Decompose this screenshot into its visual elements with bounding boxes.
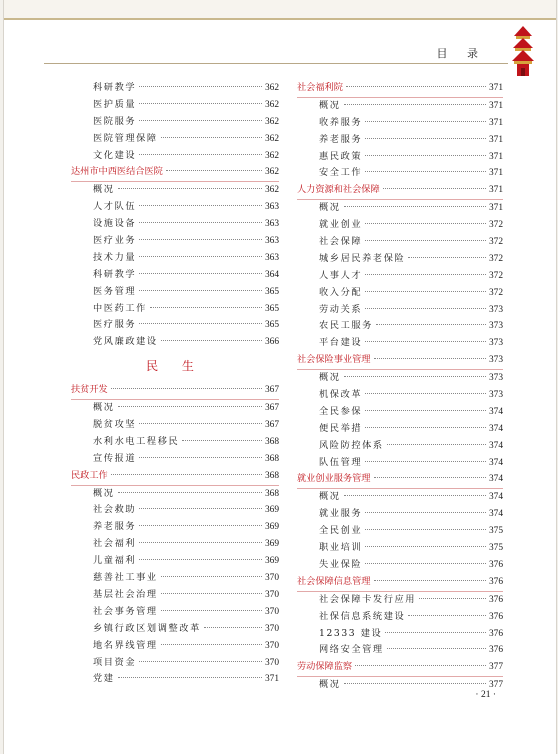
entry-page-number: 371 [488,203,503,214]
entry-title: 宣传报道 [93,452,137,464]
entry-title: 安全工作 [319,167,363,179]
entry-page-number: 368 [264,453,279,464]
entry-title: 人力资源和社会保障 [297,184,380,196]
dot-leader [139,508,262,509]
entry-page-number: 372 [488,270,503,281]
toc-left-column [71,80,279,688]
entry-page-number: 370 [264,573,279,584]
entry-title: 就业创业 [319,219,363,231]
entry-page-number: 376 [488,576,503,587]
dot-leader [111,388,262,389]
dot-leader [383,188,486,189]
dot-leader [365,393,486,394]
dot-leader [365,461,486,462]
page-number: · 21 · [475,690,496,700]
toc-entry[interactable] [71,553,279,570]
toc-entry[interactable] [71,334,279,351]
dot-leader [139,323,262,324]
toc-entry[interactable] [297,217,503,234]
entry-page-number: 363 [264,202,279,213]
entry-page-number: 375 [488,526,503,537]
toc-entry[interactable] [297,506,503,523]
dot-leader [139,222,262,223]
entry-title: 惠民政策 [319,150,363,162]
entry-page-number: 374 [488,492,503,503]
toc-entry[interactable] [297,677,503,694]
book-page [3,0,557,754]
entry-title: 便民举措 [319,422,363,434]
entry-page-number: 374 [488,440,503,451]
entry-page-number: 376 [488,611,503,622]
toc-entry[interactable] [297,302,503,319]
entry-page-number: 366 [264,337,279,348]
top-rule [4,18,556,20]
entry-title: 地名界线管理 [93,639,158,651]
dot-leader [139,86,262,87]
toc-entry[interactable] [297,642,503,659]
entry-page-number: 367 [264,420,279,431]
dot-leader [139,559,262,560]
dot-leader [344,495,486,496]
toc-entry[interactable] [71,131,279,148]
entry-title: 概况 [319,99,341,111]
dot-leader [365,171,486,172]
entry-title: 社会保险事业管理 [297,354,371,366]
dot-leader [385,632,486,633]
entry-title: 全民参保 [319,405,363,417]
toc-entry[interactable] [71,97,279,114]
entry-title: 慈善社工事业 [93,572,158,584]
entry-title: 养老服务 [93,521,137,533]
entry-page-number: 362 [264,99,279,110]
entry-page-number: 369 [264,522,279,533]
dot-leader [118,406,262,407]
dot-leader [365,410,486,411]
dot-leader [139,273,262,274]
entry-title: 机保改革 [319,389,363,401]
entry-page-number: 376 [488,645,503,656]
dot-leader [139,205,262,206]
toc-entry[interactable] [71,148,279,165]
toc-entry[interactable] [297,609,503,626]
entry-page-number: 370 [264,623,279,634]
toc-entry[interactable] [297,98,503,115]
dot-leader [139,103,262,104]
toc-entry[interactable] [297,318,503,335]
toc-entry[interactable] [71,604,279,621]
pagoda-ornament-icon [510,24,536,78]
entry-page-number: 368 [264,470,279,481]
entry-title: 队伍管理 [319,456,363,468]
dot-leader [419,598,486,599]
entry-title: 科研教学 [93,82,137,93]
entry-title: 概况 [319,679,341,691]
toc-entry[interactable] [71,199,279,216]
entry-page-number: 368 [264,488,279,499]
entry-title: 技术力量 [93,251,137,263]
entry-title: 民政工作 [71,469,108,481]
dot-leader [355,665,486,666]
entry-title: 概况 [93,184,115,196]
entry-title: 社会福利院 [297,82,343,93]
toc-entry[interactable] [71,655,279,672]
toc-entry[interactable] [297,335,503,352]
toc-category-entry[interactable] [71,468,279,486]
toc-entry[interactable] [71,621,279,638]
entry-title: 达州市中西医结合医院 [71,166,163,178]
entry-title: 风险防控体系 [319,439,384,451]
dot-leader [118,677,262,678]
entry-title: 概况 [319,491,341,503]
toc-category-entry[interactable] [297,574,503,592]
dot-leader [139,423,262,424]
entry-page-number: 377 [488,680,503,691]
toc-entry[interactable] [71,417,279,434]
entry-page-number: 372 [488,253,503,264]
toc-entry[interactable] [297,489,503,506]
toc-category-entry[interactable] [71,164,279,182]
dot-leader [344,104,486,105]
toc-entry[interactable] [297,115,503,132]
toc-entry[interactable] [71,267,279,284]
entry-title: 社会保障 [319,236,363,248]
entry-page-number: 365 [264,286,279,297]
entry-page-number: 374 [488,474,503,485]
entry-page-number: 363 [264,236,279,247]
toc-category-entry[interactable] [297,352,503,370]
dot-leader [139,239,262,240]
entry-title: 科研教学 [93,268,137,280]
toc-entry[interactable] [71,486,279,503]
entry-title: 失业保险 [319,558,363,570]
entry-page-number: 363 [264,252,279,263]
dot-leader [139,154,262,155]
dot-leader [111,474,262,475]
toc-entry[interactable] [71,216,279,233]
entry-page-number: 376 [488,559,503,570]
entry-page-number: 374 [488,406,503,417]
dot-leader [182,440,262,441]
toc-entry[interactable] [71,671,279,688]
toc-entry[interactable] [297,626,503,643]
toc-entry[interactable] [71,502,279,519]
dot-leader [387,648,486,649]
entry-page-number: 362 [264,83,279,93]
toc-category-entry[interactable] [297,80,503,98]
toc-entry[interactable] [71,570,279,587]
dot-leader [139,290,262,291]
entry-title: 医疗服务 [93,319,137,331]
section-heading: 民 生 [146,359,204,374]
entry-title: 社会事务管理 [93,605,158,617]
entry-title: 概况 [319,372,341,384]
toc-entry[interactable] [71,301,279,318]
dot-leader [365,121,486,122]
entry-title: 全民创业 [319,525,363,537]
dot-leader [374,580,486,581]
toc-category-entry[interactable] [297,182,503,200]
entry-page-number: 362 [264,133,279,144]
dot-leader [365,274,486,275]
dot-leader [139,661,262,662]
entry-title: 收入分配 [319,286,363,298]
entry-page-number: 375 [488,543,503,554]
entry-page-number: 371 [488,134,503,145]
entry-page-number: 362 [264,116,279,127]
entry-page-number: 367 [264,403,279,414]
dot-leader [387,444,486,445]
dot-leader [344,683,486,684]
dot-leader [139,256,262,257]
toc-entry[interactable] [297,285,503,302]
toc-entry[interactable] [71,400,279,417]
entry-title: 社会保障信息管理 [297,575,371,587]
entry-page-number: 363 [264,219,279,230]
entry-page-number: 371 [488,185,503,196]
dot-leader [161,644,262,645]
entry-title: 设施设备 [93,218,137,230]
dot-leader [139,120,262,121]
entry-title: 脱贫攻坚 [93,419,137,431]
toc-entry[interactable] [297,387,503,404]
dot-leader [344,206,486,207]
entry-title: 人才队伍 [93,201,137,213]
entry-page-number: 362 [264,150,279,161]
entry-page-number: 371 [488,168,503,179]
entry-title: 项目资金 [93,656,137,668]
toc-entry[interactable] [71,451,279,468]
dot-leader [139,542,262,543]
entry-title: 职业培训 [319,542,363,554]
dot-leader [118,492,262,493]
dot-leader [365,240,486,241]
dot-leader [365,546,486,547]
toc-entry[interactable] [71,250,279,267]
dot-leader [408,615,486,616]
entry-title: 文化建设 [93,149,137,161]
toc-entry[interactable] [297,455,503,472]
toc-entry[interactable] [71,233,279,250]
entry-title: 社会福利 [93,538,137,550]
dot-leader [365,341,486,342]
entry-title: 概况 [93,402,115,414]
entry-page-number: 370 [264,640,279,651]
entry-page-number: 373 [488,355,503,366]
top-band [4,0,556,18]
entry-page-number: 369 [264,539,279,550]
entry-title: 医务管理 [93,285,137,297]
dot-leader [365,155,486,156]
entry-page-number: 374 [488,457,503,468]
dot-leader [204,627,262,628]
entry-page-number: 372 [488,287,503,298]
entry-title: 基层社会治理 [93,588,158,600]
entry-title: 网络安全管理 [319,644,384,656]
dot-leader [365,529,486,530]
toc-entry[interactable] [297,404,503,421]
entry-page-number: 370 [264,657,279,668]
dot-leader [161,340,262,341]
entry-title: 平台建设 [319,337,363,349]
dot-leader [365,223,486,224]
toc-entry[interactable] [71,317,279,334]
entry-title: 社保信息系统建设 [319,610,406,622]
entry-page-number: 368 [264,436,279,447]
toc-entry[interactable] [297,268,503,285]
dot-leader [365,308,486,309]
entry-title: 概况 [93,487,115,499]
toc-entry[interactable] [297,438,503,455]
entry-page-number: 367 [264,385,279,396]
toc-entry[interactable] [297,165,503,182]
entry-page-number: 376 [488,628,503,639]
dot-leader [346,86,486,87]
entry-page-number: 362 [264,185,279,196]
entry-title: 农民工服务 [319,320,373,332]
entry-title: 城乡居民养老保险 [319,252,406,264]
dot-leader [166,170,262,171]
dot-leader [139,457,262,458]
dot-leader [374,477,486,478]
toc-entry[interactable] [297,540,503,557]
entry-page-number: 373 [488,373,503,384]
dot-leader [344,376,486,377]
toc-entry[interactable] [297,200,503,217]
toc-entry[interactable] [71,587,279,604]
dot-leader [161,576,262,577]
entry-title: 医院管理保障 [93,132,158,144]
dot-leader [365,512,486,513]
entry-page-number: 365 [264,303,279,314]
header-rule [44,63,508,64]
entry-page-number: 371 [488,83,503,93]
entry-title: 概况 [319,202,341,214]
entry-page-number: 371 [264,674,279,685]
entry-page-number: 373 [488,390,503,401]
entry-page-number: 370 [264,589,279,600]
toc-entry[interactable] [297,557,503,574]
entry-page-number: 376 [488,594,503,605]
entry-title: 社会保障卡发行应用 [319,593,417,605]
entry-page-number: 370 [264,606,279,617]
entry-title: 社会救助 [93,504,137,516]
toc-entry[interactable] [71,284,279,301]
entry-title: 党建 [93,673,115,685]
dot-leader [150,307,262,308]
entry-title: 儿童福利 [93,555,137,567]
dot-leader [374,358,486,359]
entry-page-number: 374 [488,509,503,520]
dot-leader [161,137,262,138]
dot-leader [365,427,486,428]
toc-entry[interactable] [297,234,503,251]
entry-title: 水利水电工程移民 [93,435,180,447]
dot-leader [365,563,486,564]
entry-page-number: 371 [488,151,503,162]
entry-title: 医院服务 [93,115,137,127]
entry-title: 12333 建设 [319,627,383,639]
entry-title: 乡镇行政区划调整改革 [93,622,201,634]
entry-page-number: 373 [488,338,503,349]
entry-page-number: 371 [488,117,503,128]
entry-title: 劳动关系 [319,303,363,315]
toc-entry[interactable] [297,132,503,149]
toc-entry[interactable] [297,251,503,268]
toc-entry[interactable] [297,370,503,387]
entry-page-number: 372 [488,220,503,231]
toc-entry[interactable] [71,519,279,536]
entry-page-number: 369 [264,556,279,567]
dot-leader [408,257,486,258]
entry-page-number: 362 [264,167,279,178]
dot-leader [161,593,262,594]
entry-title: 收养服务 [319,116,363,128]
toc-category-entry[interactable] [71,382,279,400]
page-title: 目 录 [436,47,486,60]
toc-category-entry[interactable] [297,471,503,489]
entry-page-number: 372 [488,237,503,248]
dot-leader [365,291,486,292]
toc-entry[interactable] [71,114,279,131]
entry-title: 劳动保障监察 [297,661,353,673]
dot-leader [376,324,486,325]
toc-entry[interactable] [297,523,503,540]
dot-leader [365,138,486,139]
toc-entry[interactable] [71,182,279,199]
entry-page-number: 364 [264,269,279,280]
toc-entry[interactable] [71,638,279,655]
entry-page-number: 373 [488,321,503,332]
entry-page-number: 371 [488,100,503,111]
entry-title: 人事人才 [319,269,363,281]
entry-page-number: 365 [264,320,279,331]
toc-entry[interactable] [71,434,279,451]
toc-entry[interactable] [297,592,503,609]
entry-page-number: 377 [488,662,503,673]
entry-title: 中医药工作 [93,302,147,314]
entry-page-number: 369 [264,505,279,516]
dot-leader [118,188,262,189]
entry-title: 就业服务 [319,508,363,520]
toc-entry[interactable] [71,536,279,553]
toc-category-entry[interactable] [297,659,503,677]
entry-title: 就业创业服务管理 [297,473,371,485]
toc-right-column [297,80,503,694]
toc-entry[interactable] [297,149,503,166]
dot-leader [161,610,262,611]
toc-entry[interactable] [297,421,503,438]
entry-page-number: 373 [488,304,503,315]
entry-title: 养老服务 [319,133,363,145]
entry-title: 医护质量 [93,98,137,110]
toc-entry[interactable] [71,80,279,97]
entry-title: 党风廉政建设 [93,336,158,348]
dot-leader [139,525,262,526]
entry-page-number: 374 [488,423,503,434]
entry-title: 医疗业务 [93,235,137,247]
entry-title: 扶贫开发 [71,384,108,396]
